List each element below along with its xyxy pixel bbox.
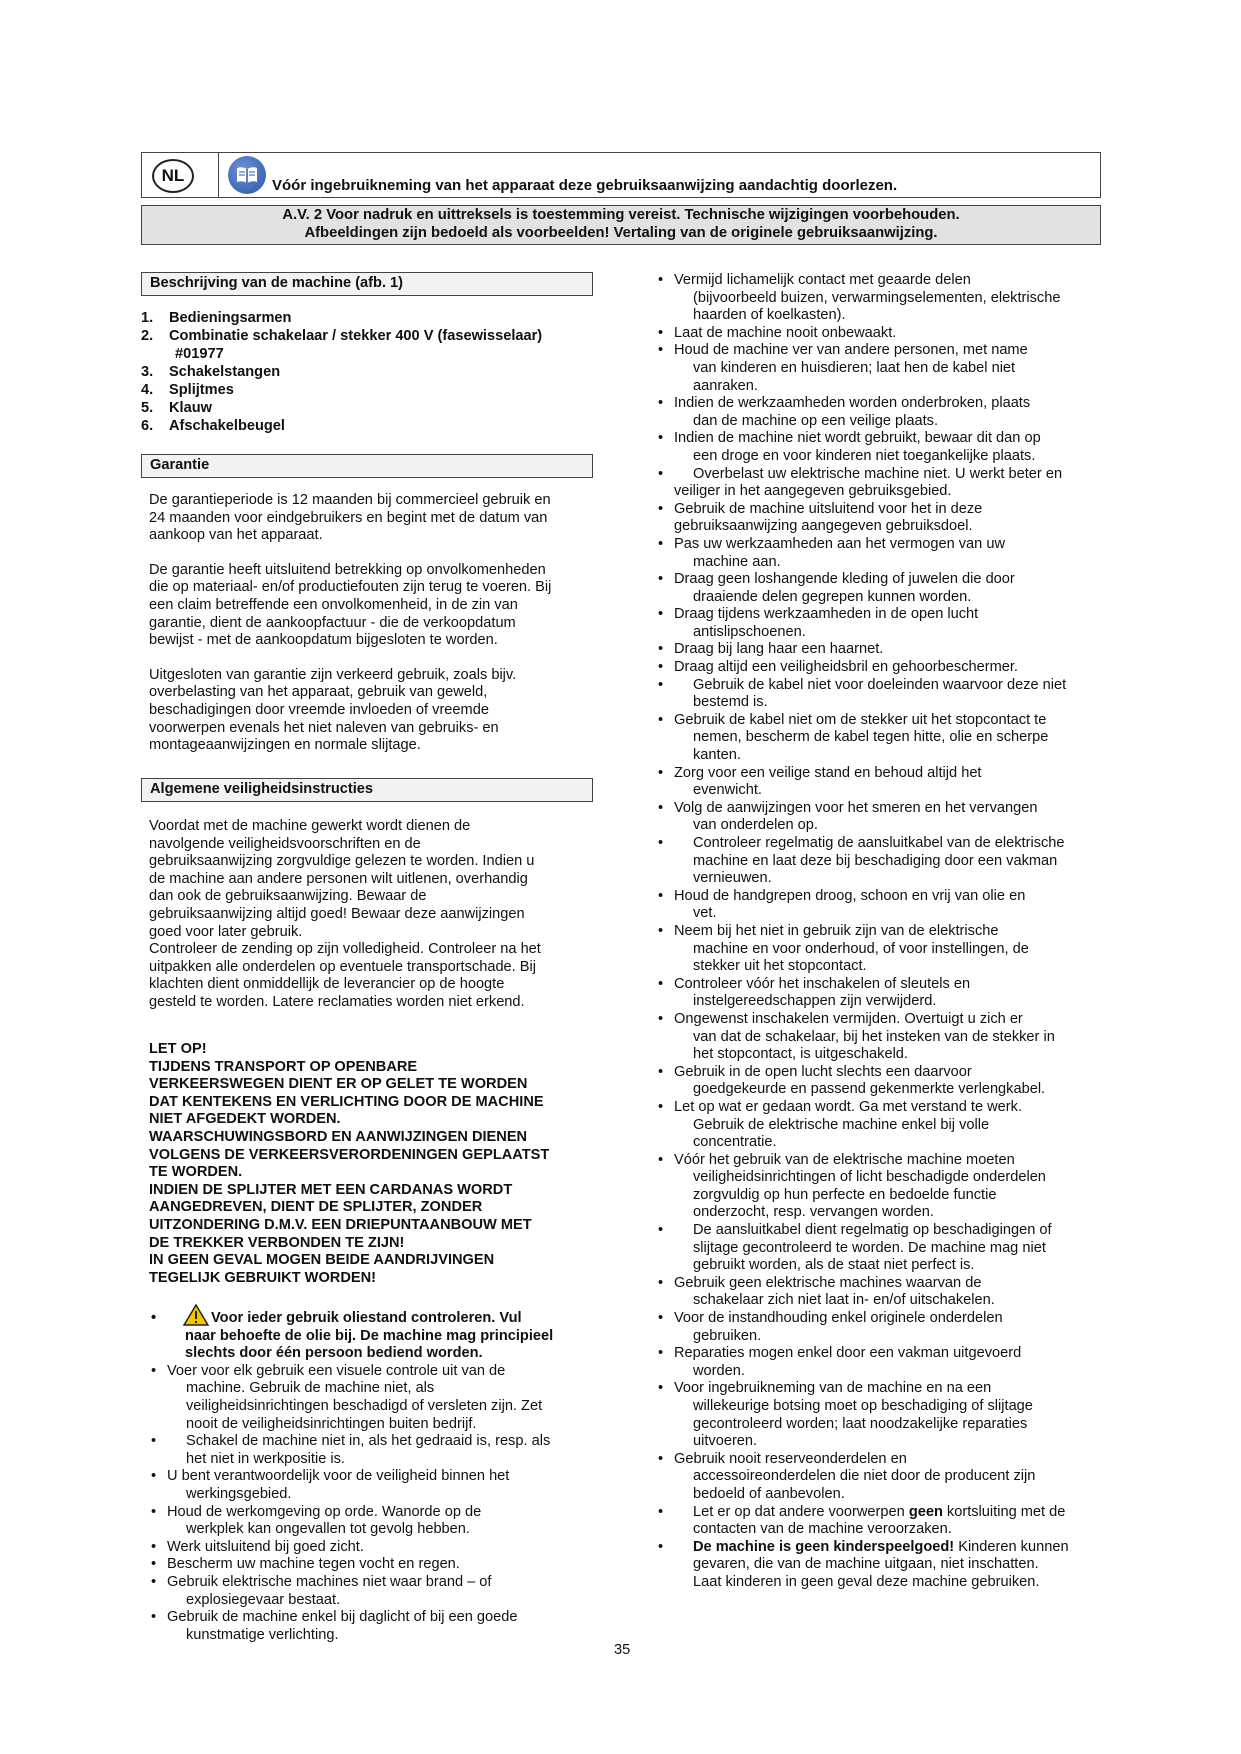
bullet-item: • Houd de handgrepen droog, schoon en vrij van olie en vet. (656, 888, 1101, 923)
copyright-box (141, 205, 1101, 245)
bullet-item: • Zorg voor een veilige stand en behoud altijd het evenwicht. (656, 765, 1101, 800)
bullet-item: • Neem bij het niet in gebruik zijn van de elektrische machine en voor onderhoud, of voor instellingen, de stekker uit het stopcontact. (656, 923, 1101, 976)
bullet-item: • Draag geen loshangende kleding of juwelen die door draaiende delen gegrepen kunnen worden. (656, 571, 1101, 606)
bullet-item: • U bent verantwoordelijk voor de veiligheid binnen het werkingsgebied. (149, 1468, 609, 1503)
language-badge: NL (152, 159, 194, 193)
guarantee-text (149, 492, 609, 755)
bullet-item: • De aansluitkabel dient regelmatig op beschadigingen of slijtage gecontroleerd te worden. De machine mag niet gebruikt worden, als de staat niet perfect is. (656, 1222, 1101, 1275)
safety-intro (149, 818, 609, 1012)
bullet-item: • De machine is geen kinderspeelgoed! Kinderen kunnen gevaren, die van de machine uitgaan, niet inschatten. Laat kinderen in geen geval deze machine gebruiken. (656, 1539, 1101, 1592)
bullet-item: • Houd de werkomgeving op orde. Wanorde op de werkplek kan ongevallen tot gevolg hebben. (149, 1504, 609, 1539)
copyright-line-2: Afbeeldingen zijn bedoeld als voorbeelden! Vertaling van de originele gebruiksaanwijzing. (304, 224, 938, 241)
bullet-item: • Reparaties mogen enkel door een vakman uitgevoerd worden. (656, 1345, 1101, 1380)
warning-triangle-icon (183, 1304, 209, 1332)
bullet-item: • Gebruik in de open lucht slechts een daarvoor goedgekeurde en passend gekenmerkte verlengkabel. (656, 1064, 1101, 1099)
bullet-item: • Vermijd lichamelijk contact met geaarde delen (bijvoorbeeld buizen, verwarmingselementen, elektrische haarden of koelkasten). (656, 272, 1101, 325)
bullet-item: • Controleer vóór het inschakelen of sleutels en instelgereedschappen zijn verwijderd. (656, 976, 1101, 1011)
guarantee-p3: Uitgesloten van garantie zijn verkeerd gebruik, zoals bijv. overbelasting van het apparaat, gebruik van geweld, beschadigingen door vreemde invloeden of vreemde voorwerpen evenals het niet naleven van gebruiks- en montageaanwijzingen en normale slijtage. (149, 666, 517, 754)
bullet-item: • Draag tijdens werkzaamheden in de open lucht antislipschoenen. (656, 606, 1101, 641)
guarantee-p2: De garantie heeft uitsluitend betrekking op onvolkomenheden die op materiaal- en/of productiefouten zijn terug te voeren. Bij een claim betreffende een onvolkomenheid, in de zin van garantie, dient de aankoopfactuur - die de verkoopdatum bewijst - met de aankoopdatum bijgesloten te worden. (149, 561, 552, 649)
bullet-item: • Gebruik nooit reserveonderdelen en accessoireonderdelen die niet door de producent zijn bedoeld of aanbevolen. (656, 1451, 1101, 1504)
bullet-item: • Laat de machine nooit onbewaakt. (656, 325, 1101, 343)
section-title-description: Beschrijving van de machine (afb. 1) (141, 272, 593, 296)
bullet-item: • Volg de aanwijzingen voor het smeren en het vervangen van onderdelen op. (656, 800, 1101, 835)
oil-notice-item: • Voor ieder gebruik oliestand controleren. Vul naar behoefte de olie bij. De machine mag principieel slechts door één persoon bediend worden. (149, 1310, 609, 1363)
bullet-item: • Bescherm uw machine tegen vocht en regen. (149, 1556, 609, 1574)
bullet-item: • Gebruik de kabel niet om de stekker uit het stopcontact te nemen, bescherm de kabel tegen hitte, olie en scherpe kanten. (656, 712, 1101, 765)
bullet-item: • Werk uitsluitend bij goed zicht. (149, 1539, 609, 1557)
transport-warning: LET OP! TIJDENS TRANSPORT OP OPENBARE VERKEERSWEGEN DIENT ER OP GELET TE WORDEN DAT KENTEKENS EN VERLICHTING DOOR DE MACHINE NIET AFGEDEKT WORDEN. WAARSCHUWINGSBORD EN AANWIJZINGEN DIENEN VOLGENS DE VERKEERSVERORDENINGEN GEPLAATST TE WORDEN. INDIEN DE SPLIJTER MET EEN CARDANAS WORDT AANGEDREVEN, DIENT DE SPLIJTER, ZONDER UITZONDERING D.M.V. EEN DRIEPUNTAANBOUW MET DE TREKKER VERBONDEN TE ZIJN! IN GEEN GEVAL MOGEN BEIDE AANDRIJVINGEN TEGELIJK GEBRUIKT WORDEN! (149, 1041, 550, 1286)
bullet-item: • Voor ingebruikneming van de machine en na een willekeurige botsing moet op beschadiging of slijtage gecontroleerd worden; laat noodzakelijke reparaties uitvoeren. (656, 1380, 1101, 1450)
right-column (656, 272, 1101, 1592)
bullet-item: • Gebruik elektrische machines niet waar brand – of explosiegevaar bestaat. (149, 1574, 609, 1609)
page-number: 35 (614, 1642, 631, 1658)
left-bullets (149, 1310, 609, 1644)
right-bullets (656, 272, 1101, 1592)
bullet-item: • Voer voor elk gebruik een visuele controle uit van de machine. Gebruik de machine niet, als veiligheidsinrichtingen beschadigd of versleten zijn. Zet nooit de veiligheidsinrichtingen buiten bedrijf. (149, 1363, 609, 1433)
section-title-safety: Algemene veiligheidsinstructies (141, 778, 593, 802)
bullet-item: • Gebruik de kabel niet voor doeleinden waarvoor deze niet bestemd is. (656, 677, 1101, 712)
bullet-item: • Indien de werkzaamheden worden onderbroken, plaats dan de machine op een veilige plaats. (656, 395, 1101, 430)
read-manual-icon (228, 156, 266, 194)
bullet-item: • Draag bij lang haar een haarnet. (656, 641, 1101, 659)
description-item: 1. Bedieningsarmen (141, 310, 292, 326)
language-cell (142, 153, 219, 197)
bullet-item: • Ongewenst inschakelen vermijden. Overtuigt u zich er van dat de schakelaar, bij het insteken van de stekker in het stopcontact, is uitgeschakeld. (656, 1011, 1101, 1064)
section-title-guarantee: Garantie (141, 454, 593, 478)
description-item: 2. Combinatie schakelaar / stekker 400 V (fasewisselaar) #01977 (141, 328, 543, 362)
bullet-item: • Gebruik geen elektrische machines waarvan de schakelaar zich niet laat in- en/of uitschakelen. (656, 1275, 1101, 1310)
bullet-item: • Houd de machine ver van andere personen, met name van kinderen en huisdieren; laat hen de kabel niet aanraken. (656, 342, 1101, 395)
bullet-item: • Vóór het gebruik van de elektrische machine moeten veiligheidsinrichtingen of licht beschadigde onderdelen zorgvuldig op hun perfecte en bedoelde functie onderzocht, resp. vervangen worden. (656, 1152, 1101, 1222)
bullet-item: • Schakel de machine niet in, als het gedraaid is, resp. als het niet in werkpositie is. (149, 1433, 609, 1468)
header-read-notice-box (141, 152, 1101, 198)
copyright-line-1: A.V. 2 Voor nadruk en uittreksels is toestemming vereist. Technische wijzigingen voorbehouden. (282, 207, 960, 223)
bullet-item: • Voor de instandhouding enkel originele onderdelen gebruiken. (656, 1310, 1101, 1345)
safety-p1: Voordat met de machine gewerkt wordt dienen de navolgende veiligheidsvoorschriften en de gebruiksaanwijzing zorgvuldige gelezen te worden. Indien u de machine aan andere personen wilt uitlenen, overhandig dan ook de gebruiksaanwijzing. Bewaar de gebruiksaanwijzing altijd goed! Bewaar deze aanwijzingen goed voor later gebruik. Controleer de zending op zijn volledigheid. Controleer na het uitpakken alle onderdelen op eventuele transportschade. Bij klachten dient onmiddellijk de leverancier op de hoogte gesteld te worden. Latere reclamaties worden niet erkend. (149, 818, 541, 1010)
bullet-item: • Let op wat er gedaan wordt. Ga met verstand te werk. Gebruik de elektrische machine enkel bij volle concentratie. (656, 1099, 1101, 1152)
guarantee-p1: De garantieperiode is 12 maanden bij commercieel gebruik en 24 maanden voor eindgebruikers en begint met de datum van aankoop van het apparaat. (149, 492, 551, 544)
bullet-item: • Controleer regelmatig de aansluitkabel van de elektrische machine en laat deze bij beschadiging door een vakman vernieuwen. (656, 835, 1101, 888)
description-item: 6. Afschakelbeugel (141, 418, 285, 434)
description-item: 3. Schakelstangen (141, 364, 281, 380)
read-notice: Vóór ingebruikneming van het apparaat deze gebruiksaanwijzing aandachtig doorlezen. (272, 177, 898, 194)
bullet-item: • Gebruik de machine uitsluitend voor het in deze gebruiksaanwijzing aangegeven gebruiksdoel. (656, 501, 1101, 536)
bullet-item: • Overbelast uw elektrische machine niet. U werkt beter en veiliger in het aangegeven gebruiksgebied. (656, 466, 1101, 501)
bullet-item: • Gebruik de machine enkel bij daglicht of bij een goede kunstmatige verlichting. (149, 1609, 609, 1644)
bullet-item: • Draag altijd een veiligheidsbril en gehoorbeschermer. (656, 659, 1101, 677)
bullet-item: • Pas uw werkzaamheden aan het vermogen van uw machine aan. (656, 536, 1101, 571)
bullet-item: • Indien de machine niet wordt gebruikt, bewaar dit dan op een droge en voor kinderen niet toegankelijke plaats. (656, 430, 1101, 465)
bullet-item: • Let er op dat andere voorwerpen geen kortsluiting met de contacten van de machine veroorzaken. (656, 1504, 1101, 1539)
description-item: 5. Klauw (141, 400, 212, 416)
description-item: 4. Splijtmes (141, 382, 234, 398)
